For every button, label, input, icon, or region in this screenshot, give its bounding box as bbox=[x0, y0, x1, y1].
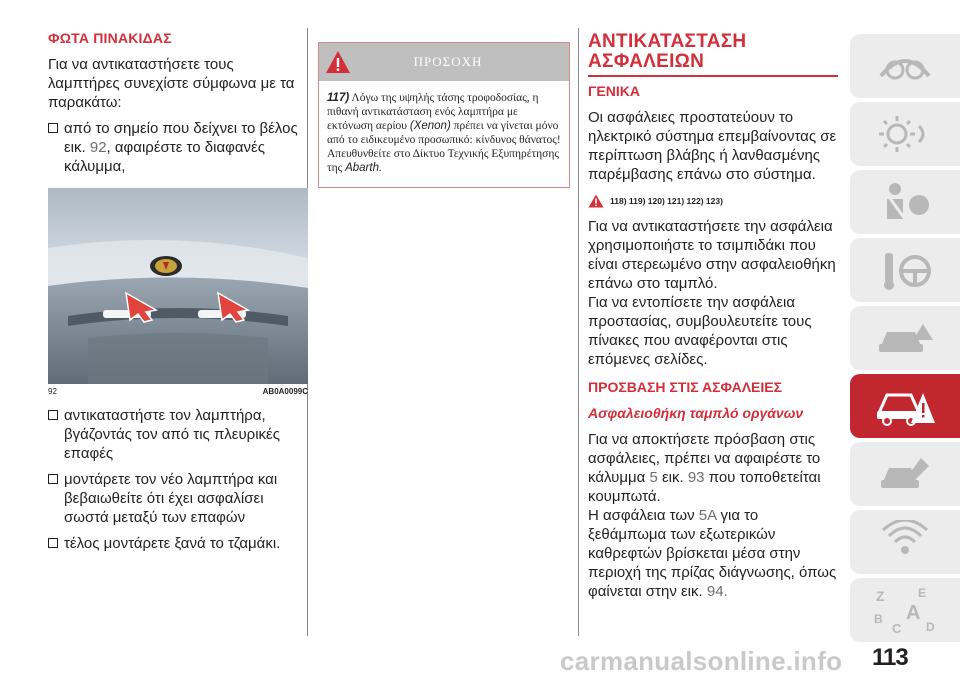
list-item: αντικαταστήστε τον λαμπτήρα, βγάζοντάς τον από τις πλευρικές επαφές bbox=[48, 406, 300, 463]
right-column bbox=[588, 32, 838, 601]
watermark: carmanualsonline.info bbox=[560, 646, 843, 676]
figure-code: AB0A0099C bbox=[262, 387, 308, 396]
warning-triangle-icon bbox=[319, 43, 357, 81]
subheading-general: ΓΕΝΙΚΑ bbox=[588, 82, 640, 99]
emergency-car-icon bbox=[873, 383, 937, 429]
warning-box bbox=[318, 42, 570, 188]
list-item: μοντάρετε τον νέο λαμπτήρα και βεβαιωθείτε ότι έχει ασφαλίσει σωστά μεταξύ των επαφών bbox=[48, 470, 300, 527]
tab-technical-data[interactable] bbox=[850, 510, 960, 574]
list-item: τέλος μοντάρετε ξανά το τζαμάκι. bbox=[48, 534, 300, 553]
tab-warning-lights[interactable] bbox=[850, 306, 960, 370]
svg-text:A: A bbox=[906, 602, 921, 624]
warning-car-icon bbox=[875, 318, 935, 358]
license-plate-light-photo bbox=[48, 188, 308, 384]
checkbox-icon bbox=[48, 123, 58, 133]
chapter-tabs bbox=[850, 34, 960, 646]
tab-safety[interactable] bbox=[850, 170, 960, 234]
tab-starting[interactable] bbox=[850, 238, 960, 302]
page-number: 113 bbox=[872, 644, 908, 671]
seatbelt-airbag-icon bbox=[875, 179, 935, 225]
svg-text:C: C bbox=[892, 621, 902, 636]
tab-lights[interactable] bbox=[850, 102, 960, 166]
paragraph: Η ασφάλεια των 5A για το ξεθάμπωμα των εξωτερικών καθρεφτών βρίσκεται μέσα στην περιοχή της πρίζας διάγνωσης, όπως φαίνεται στην εικ. 94. bbox=[588, 506, 837, 600]
left-column bbox=[48, 30, 308, 553]
warning-references: 118) 119) 120) 121) 122) 123) bbox=[588, 194, 838, 208]
intro-text: Για να αντικαταστήσετε τους λαμπτήρες συνεχίστε σύμφωνα με τα παρακάτω: bbox=[48, 56, 295, 111]
figure-caption bbox=[48, 387, 308, 396]
page-title: ΑΝΤΙΚΑΤΑΣΤΑΣΗ ΑΣΦΑΛΕΙΩΝ bbox=[588, 31, 747, 72]
signal-icon bbox=[875, 520, 935, 564]
lights-icon bbox=[875, 112, 935, 156]
tab-maintenance[interactable] bbox=[850, 442, 960, 506]
title-underline bbox=[588, 75, 838, 77]
index-letters-icon bbox=[870, 583, 940, 637]
svg-text:D: D bbox=[926, 620, 935, 634]
warning-triangle-icon bbox=[588, 194, 604, 208]
paragraph: Για να εντοπίσετε την ασφάλεια προστασίας, συμβουλευτείτε τους πίνακες που αναφέρονται στις επόμενες σελίδες. bbox=[588, 293, 812, 368]
paragraph: Οι ασφάλειες προστατεύουν το ηλεκτρικό σύστημα επεμβαίνοντας σε περίπτωση βλάβης ή λανθασμένης παρέμβασης επάνω στο σύστημα. bbox=[588, 108, 837, 183]
column-divider bbox=[578, 28, 579, 636]
svg-text:B: B bbox=[874, 612, 883, 626]
warning-header bbox=[319, 43, 569, 81]
list-item: από το σημείο που δείχνει το βέλος εικ. 92, αφαιρέστε το διαφανές κάλυμμα, bbox=[48, 119, 300, 176]
paragraph: Για να αποκτήσετε πρόσβαση στις ασφάλειες, πρέπει να αφαιρέστε το κάλυμμα 5 εικ. 93 που τοποθετείται κουμπωτά. bbox=[588, 430, 821, 505]
checkbox-icon bbox=[48, 474, 58, 484]
figure-image bbox=[48, 188, 308, 384]
tab-index[interactable] bbox=[850, 578, 960, 642]
warning-title: ΠΡΟΣΟΧΗ bbox=[413, 54, 483, 69]
key-steering-icon bbox=[875, 247, 935, 293]
warning-text: 117) Λόγω της υψηλής τάσης τροφοδοσίας, η πιθανή αντικατάσταση ενός λαμπτήρα με εκτόνωση αερίου (Xenon) πρέπει να γίνεται μόνο από το ειδικευμένο προσωπικό: κίνδυνος θάνατος! Απευθυνθείτε στο Δίκτυο Τεχνικής Εξυπηρέτησης της Abarth. bbox=[327, 92, 561, 174]
tab-dashboard[interactable] bbox=[850, 34, 960, 98]
checkbox-icon bbox=[48, 410, 58, 420]
svg-text:E: E bbox=[918, 586, 927, 600]
section-heading: ΦΩΤΑ ΠΙΝΑΚΙΔΑΣ bbox=[48, 30, 172, 46]
wrench-car-icon bbox=[875, 452, 935, 496]
middle-column bbox=[318, 42, 570, 188]
tab-emergency[interactable] bbox=[850, 374, 960, 438]
figure-number: 92 bbox=[48, 387, 57, 396]
dashboard-icon bbox=[875, 46, 935, 86]
checkbox-icon bbox=[48, 538, 58, 548]
svg-text:Z: Z bbox=[876, 588, 885, 604]
subheading-access: ΠΡΟΣΒΑΣΗ ΣΤΙΣ ΑΣΦΑΛΕΙΕΣ bbox=[588, 378, 783, 395]
subheading-dashboard: Ασφαλειοθήκη ταμπλό οργάνων bbox=[588, 404, 804, 421]
paragraph: Για να αντικαταστήσετε την ασφάλεια χρησιμοποιήστε το τσιμπιδάκι που είναι στερεωμένο στην ασφαλειοθήκη επάνω στο ταμπλό. bbox=[588, 217, 836, 292]
